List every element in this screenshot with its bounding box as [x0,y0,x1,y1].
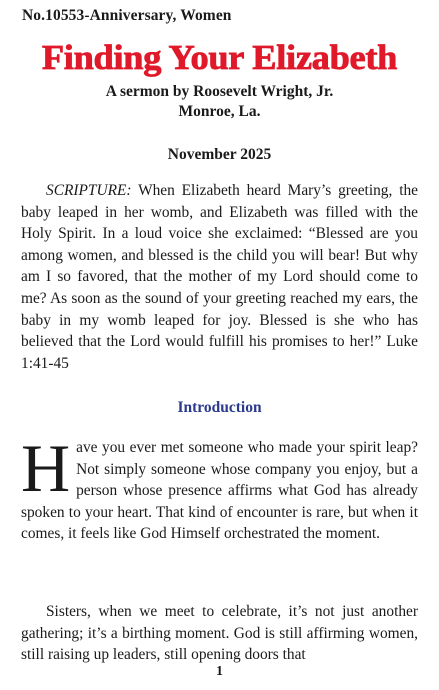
scripture-text: When Elizabeth heard Mary’s greeting, the baby leaped in her womb, and Elizabeth was filled with the Holy Spirit. In a loud voice she exclaimed: “Blessed are you among women, and blessed is the child you will bear! But why am I so favored, that the mother of my Lord should come to me? As soon as the sound of your greeting reached my ears, the baby in my womb leaped for joy. Blessed is she who has believed that the Lord would fulfill his promises to her!” Luke 1:41-45 [21,182,418,372]
scripture-paragraph [21,180,418,374]
sermon-title: Finding Your Elizabeth [41,38,398,77]
scripture-label: SCRIPTURE: [46,182,132,199]
drop-cap: H [21,430,71,506]
introduction-text: ave you ever met someone who made your spirit leap? Not simply someone whose company you enjoy, but a person whose presence affirms what God has already spoken to your heart. That kind of encounter is rare, but when it comes, it feels like God Himself orchestrated the moment. [21,439,418,543]
sermon-date: November 2025 [167,146,272,163]
introduction-paragraph [21,430,418,545]
author-location: Monroe, La. [178,103,261,120]
catalog-number: No.10553-Anniversary, Women [22,7,232,24]
page-number: 1 [216,664,223,679]
introduction-heading: Introduction [177,399,262,416]
author-byline: A sermon by Roosevelt Wright, Jr. [105,83,334,100]
body-paragraph: Sisters, when we meet to celebrate, it’s not just another gathering; it’s a birthing moment. God is still affirming women, still raising up leaders, still opening doors that [21,603,418,664]
